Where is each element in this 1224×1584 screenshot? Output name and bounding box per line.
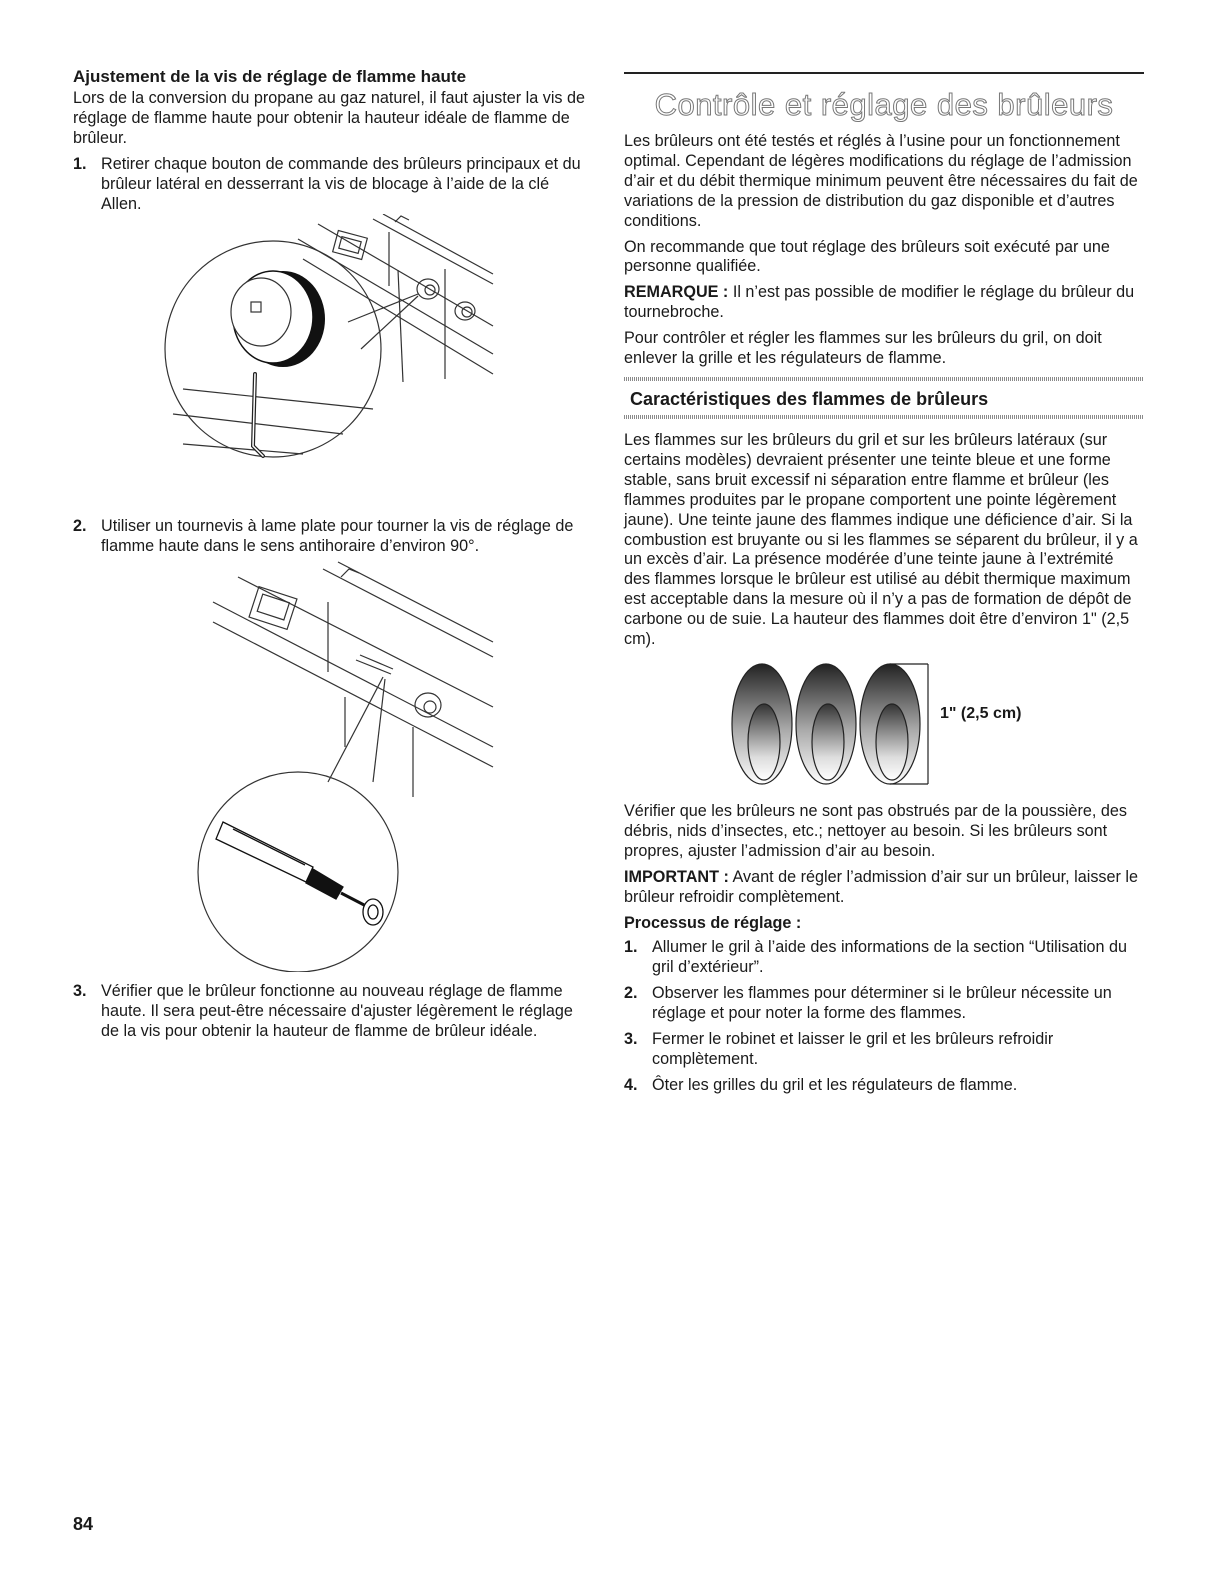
page-number: 84 (73, 1514, 94, 1534)
step-text: Retirer chaque bouton de commande des brûleurs principaux et du brûleur latéral en desserrant la vis de blocage à l’aide de la clé Allen. (101, 154, 581, 213)
right-column (624, 66, 1144, 1096)
figure-remove-knob (73, 214, 588, 509)
step-number: 2. (73, 517, 87, 536)
step-number: 1. (73, 154, 87, 173)
process-step-1 (624, 938, 1144, 978)
section-title: Contrôle et réglage des brûleurs (654, 87, 1114, 122)
step-text: Allumer le gril à l’aide des informations de la section “Utilisation du gril d’extérieur”. (652, 938, 1128, 977)
intro-paragraph: Lors de la conversion du propane au gaz naturel, il faut ajuster la vis de réglage de flamme haute pour obtenir la hauteur idéale de flamme de brûleur. (73, 89, 586, 147)
left-step-2 (73, 517, 588, 557)
flame-illustration (624, 658, 1144, 790)
note-paragraph (624, 283, 1144, 323)
step-number: 2. (624, 984, 638, 1003)
left-column (73, 66, 588, 1042)
step-text: Ôter les grilles du gril et les régulateurs de flamme. (652, 1075, 1018, 1094)
process-title: Processus de réglage : (624, 914, 802, 933)
important-label: IMPORTANT : (624, 867, 729, 886)
paragraph-qualified-person: On recommande que tout réglage des brûleurs soit exécuté par une personne qualifiée. (624, 237, 1110, 276)
left-step-3 (73, 982, 588, 1042)
left-step-1 (73, 155, 588, 215)
step-number: 3. (73, 982, 87, 1001)
section-top-rule (624, 72, 1144, 74)
paragraph-check-obstruction: Vérifier que les brûleurs ne sont pas obstrués par de la poussière, des débris, nids d’insectes, etc.; nettoyer au besoin. Si les brûleurs sont propres, ajuster l’admission d’air au besoin. (624, 801, 1127, 860)
heading-high-flame-screw: Ajustement de la vis de réglage de flamme haute (73, 67, 467, 86)
left-steps-3 (73, 982, 588, 1042)
process-step-4 (624, 1076, 1144, 1096)
process-step-2 (624, 984, 1144, 1024)
step-text: Utiliser un tournevis à lame plate pour tourner la vis de réglage de flamme haute dans le sens antihoraire d’environ 90°. (101, 517, 574, 556)
figure-screwdriver (73, 557, 588, 972)
subsection-title: Caractéristiques des flammes de brûleurs (630, 388, 989, 409)
left-steps-2 (73, 517, 588, 557)
step-number: 3. (624, 1030, 638, 1049)
flame-height-label: 1" (2,5 cm) (940, 704, 1022, 722)
subsection-rule-top (624, 377, 1144, 381)
step-text: Observer les flammes pour déterminer si le brûleur nécessite un réglage et pour noter la forme des flammes. (652, 984, 1112, 1023)
step-text: Vérifier que le brûleur fonctionne au nouveau réglage de flamme haute. Il sera peut-être nécessaire d'ajuster légèrement le réglage de la vis pour obtenir la hauteur de flamme de brûleur idéale. (101, 982, 573, 1041)
process-step-3 (624, 1030, 1144, 1070)
process-steps (624, 938, 1144, 1095)
step-text: Fermer le robinet et laisser le gril et les brûleurs refroidir complètement. (652, 1030, 1054, 1068)
paragraph-flame-characteristics: Les flammes sur les brûleurs du gril et sur les brûleurs latéraux (sur certains modèles) devraient présenter une teinte bleue et une forme stable, sans bruit excessif ni séparation entre flamme et brûleur (les flammes produites par le propane comportent une pointe légèrement jaune). Une teinte jaune des flammes indique une déficience d’air. Si la combustion est bruyante ou si les flammes se séparent du brûleur, il y a un excès d’air. La présence modérée d’une teinte jaune à l’extrémité des flammes lorsque le brûleur est utilisé au débit thermique maximum est acceptable dans la mesure où il n’y a pas de formation de dépôt de carbone ou de suie. La hauteur des flammes doit être d’environ 1" (2,5 cm). (624, 430, 1138, 649)
important-paragraph (624, 868, 1144, 908)
note-text: Il n’est pas possible de modifier le réglage du brûleur du tournebroche. (624, 283, 1135, 322)
left-steps (73, 155, 588, 215)
subsection-rule-bottom (624, 415, 1144, 419)
step-number: 1. (624, 938, 638, 957)
paragraph-factory-tested: Les brûleurs ont été testés et réglés à l’usine pour un fonctionnement optimal. Cependant de légères modifications du réglage de l’admission d’air et du débit thermique minimum peuvent être nécessaires du fait de variations de la pression de distribution du gaz disponible et d’autres conditions. (624, 132, 1138, 230)
note-label: REMARQUE : (624, 283, 729, 302)
important-text: Avant de régler l’admission d’air sur un brûleur, laisser le brûleur refroidir complètement. (624, 867, 1139, 906)
step-number: 4. (624, 1075, 638, 1094)
flames-icon (624, 658, 944, 790)
paragraph-remove-grill: Pour contrôler et régler les flammes sur les brûleurs du gril, on doit enlever la grille et les régulateurs de flamme. (624, 329, 1102, 368)
